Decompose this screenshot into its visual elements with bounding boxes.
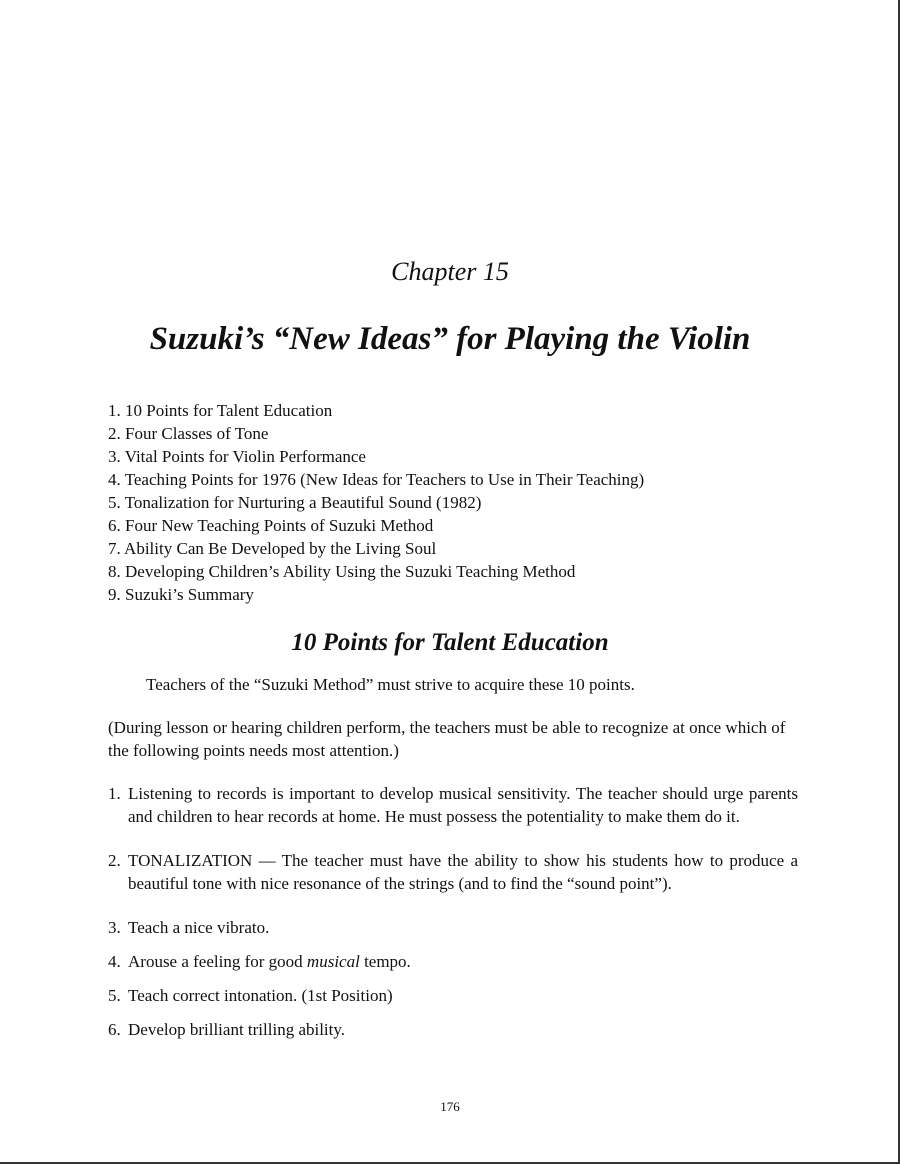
contents-item: 2. Four Classes of Tone (108, 424, 269, 443)
point-text-before: Arouse a feeling for good (128, 952, 307, 971)
point-number: 2. (108, 851, 121, 870)
section-note: (During lesson or hearing children perform, the teachers must be able to recognize at once which of the following points needs most attention.) (108, 718, 786, 760)
points-list (108, 782, 798, 1041)
point-item (108, 950, 798, 973)
point-text: TONALIZATION — The teacher must have the ability to show his students how to produce a beautiful tone with nice resonance of the strings (and to find the “sound point”). (128, 851, 798, 893)
point-text-after: tempo. (359, 952, 411, 971)
contents-item: 7. Ability Can Be Developed by the Living Soul (108, 539, 437, 558)
contents-item: 4. Teaching Points for 1976 (New Ideas for Teachers to Use in Their Teaching) (108, 470, 645, 489)
point-number: 1. (108, 784, 121, 803)
point-item (108, 984, 798, 1007)
contents-item: 6. Four New Teaching Points of Suzuki Method (108, 516, 434, 535)
page-number: 176 (440, 1099, 460, 1114)
point-item (108, 1018, 798, 1041)
point-number: 6. (108, 1020, 121, 1039)
chapter-label: Chapter 15 (391, 257, 509, 286)
point-number: 3. (108, 918, 121, 937)
point-text-emphasis: musical (306, 952, 360, 971)
contents-item: 5. Tonalization for Nurturing a Beautiful Sound (1982) (108, 493, 482, 512)
contents-item: 9. Suzuki’s Summary (108, 585, 254, 604)
section-intro: Teachers of the “Suzuki Method” must strive to acquire these 10 points. (146, 675, 635, 694)
point-item (108, 849, 798, 895)
contents-item: 3. Vital Points for Violin Performance (108, 447, 366, 466)
point-item (108, 782, 798, 828)
section-heading: 10 Points for Talent Education (291, 629, 609, 656)
contents-item: 8. Developing Children’s Ability Using the Suzuki Teaching Method (108, 562, 576, 581)
point-text: Teach a nice vibrato. (128, 918, 270, 937)
chapter-title: Suzuki’s “New Ideas” for Playing the Violin (149, 321, 751, 357)
point-text: Develop brilliant trilling ability. (128, 1020, 346, 1039)
point-number: 5. (108, 986, 121, 1005)
contents-item: 1. 10 Points for Talent Education (108, 401, 333, 420)
chapter-contents-list (108, 399, 808, 606)
point-number: 4. (108, 952, 121, 971)
point-text: Listening to records is important to develop musical sensitivity. The teacher should urge parents and children to hear records at home. He must possess the potentiality to make them do it. (128, 784, 798, 826)
point-item (108, 916, 798, 939)
point-text: Teach correct intonation. (1st Position) (128, 986, 393, 1005)
